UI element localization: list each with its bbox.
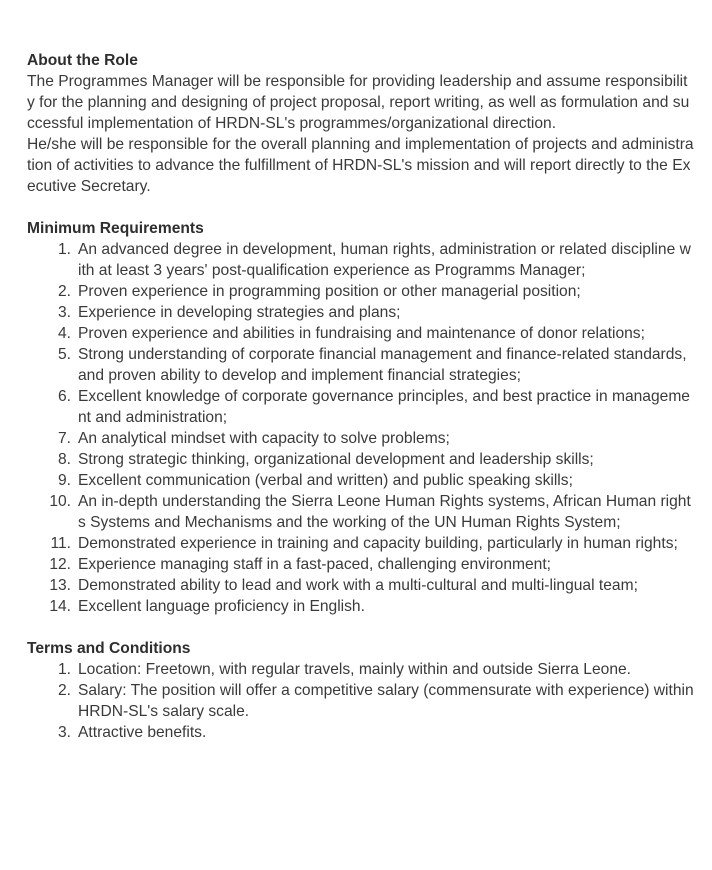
requirements-section: [27, 218, 696, 617]
list-item-number: 3.: [57, 724, 71, 741]
list-item-text: Demonstrated experience in training and capacity building, particularly in human rights;: [78, 535, 678, 552]
list-item-text: An in-depth understanding the Sierra Leone Human Rights systems, African Human rights Systems and Mechanisms and the working of the UN Human Rights System;: [78, 493, 691, 531]
list-item-text: Experience in developing strategies and plans;: [78, 304, 401, 321]
list-item: [27, 659, 694, 680]
about-paragraph-1: The Programmes Manager will be responsible for providing leadership and assume responsibility for the planning and designing of project proposal, report writing, as well as formulation and successful implementation of HRDN-SL's programmes/organizational direction.: [27, 73, 690, 132]
list-item-text: Proven experience in programming position or other managerial position;: [78, 283, 581, 300]
list-item-text: An analytical mindset with capacity to solve problems;: [78, 430, 450, 447]
list-item-number: 3.: [57, 304, 71, 321]
list-item: [27, 575, 694, 596]
list-item: [27, 428, 694, 449]
list-item: [27, 281, 694, 302]
list-item-number: 5.: [57, 346, 71, 363]
list-item: [27, 239, 694, 281]
list-item: [27, 323, 694, 344]
list-item-text: An advanced degree in development, human rights, administration or related discipline with at least 3 years' post-qualification experience as Programms Manager;: [78, 241, 691, 279]
list-item-number: 1.: [57, 241, 71, 258]
list-item-text: Location: Freetown, with regular travels, mainly within and outside Sierra Leone.: [78, 661, 631, 678]
list-item-number: 7.: [57, 430, 71, 447]
requirements-list: [27, 239, 696, 617]
about-heading: About the Role: [27, 52, 138, 69]
requirements-heading: Minimum Requirements: [27, 220, 204, 237]
list-item-text: Attractive benefits.: [78, 724, 207, 741]
list-item: [27, 491, 694, 533]
list-item-number: 9.: [57, 472, 71, 489]
about-section: [27, 50, 696, 197]
list-item: [27, 680, 694, 722]
list-item-number: 11.: [50, 535, 71, 552]
list-item: [27, 596, 694, 617]
list-item-number: 10.: [49, 493, 71, 510]
list-item: [27, 449, 694, 470]
list-item: [27, 470, 694, 491]
list-item-number: 2.: [57, 682, 71, 699]
list-item-text: Excellent communication (verbal and written) and public speaking skills;: [78, 472, 573, 489]
list-item: [27, 386, 694, 428]
list-item-text: Salary: The position will offer a competitive salary (commensurate with experience) within HRDN-SL's salary scale.: [78, 682, 694, 720]
about-paragraph-2: He/she will be responsible for the overall planning and implementation of projects and administration of activities to advance the fulfillment of HRDN-SL's mission and will report directly to the Executive Secretary.: [27, 136, 694, 195]
list-item-number: 2.: [57, 283, 71, 300]
list-item-text: Strong strategic thinking, organizational development and leadership skills;: [78, 451, 594, 468]
list-item-number: 4.: [57, 325, 71, 342]
list-item-text: Excellent knowledge of corporate governance principles, and best practice in management and administration;: [78, 388, 690, 426]
list-item-number: 14.: [49, 598, 71, 615]
list-item-text: Excellent language proficiency in English.: [78, 598, 365, 615]
list-item-number: 12.: [49, 556, 71, 573]
list-item-number: 6.: [57, 388, 71, 405]
list-item: [27, 344, 694, 386]
list-item-text: Demonstrated ability to lead and work with a multi-cultural and multi-lingual team;: [78, 577, 638, 594]
list-item-text: Strong understanding of corporate financial management and finance-related standards, and proven ability to develop and implement financial strategies;: [78, 346, 687, 384]
list-item: [27, 302, 694, 323]
terms-heading: Terms and Conditions: [27, 640, 191, 657]
list-item-number: 13.: [49, 577, 71, 594]
list-item-number: 8.: [57, 451, 71, 468]
list-item: [27, 554, 694, 575]
list-item: [27, 533, 694, 554]
terms-section: [27, 638, 696, 743]
list-item-number: 1.: [57, 661, 71, 678]
list-item: [27, 722, 694, 743]
list-item-text: Experience managing staff in a fast-paced, challenging environment;: [78, 556, 552, 573]
list-item-text: Proven experience and abilities in fundraising and maintenance of donor relations;: [78, 325, 645, 342]
terms-list: [27, 659, 696, 743]
